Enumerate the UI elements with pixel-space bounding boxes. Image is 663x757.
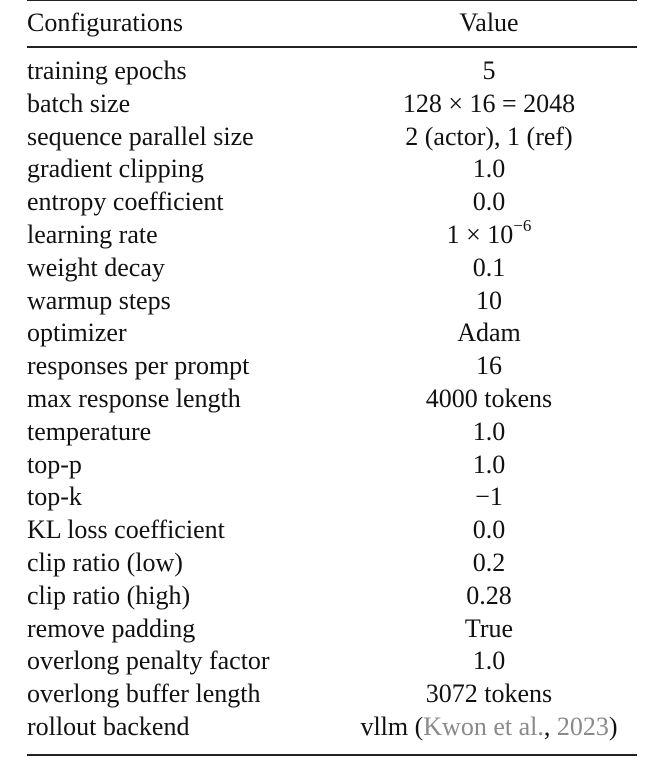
row-key: overlong penalty factor bbox=[27, 646, 270, 676]
table-row bbox=[27, 580, 637, 613]
header-value: Value bbox=[459, 8, 519, 37]
rollout-value-prefix: vllm ( bbox=[360, 711, 424, 741]
row-value: 4000 tokens bbox=[425, 383, 553, 413]
row-key: entropy coefficient bbox=[27, 187, 224, 217]
row-value: 1.0 bbox=[472, 646, 506, 676]
header-configurations: Configurations bbox=[27, 8, 183, 37]
row-value bbox=[333, 216, 645, 252]
table-row bbox=[27, 121, 637, 154]
bottom-rule bbox=[27, 754, 637, 756]
table-row bbox=[27, 645, 637, 678]
row-key: warmup steps bbox=[27, 285, 171, 315]
table-body bbox=[27, 55, 637, 744]
table-row bbox=[27, 350, 637, 383]
row-value: 0.28 bbox=[466, 580, 512, 610]
table-row bbox=[27, 711, 637, 744]
citation-year: 2023 bbox=[556, 711, 609, 741]
table-row bbox=[27, 678, 637, 711]
table-row bbox=[27, 88, 637, 121]
table-row bbox=[27, 252, 637, 285]
table-row bbox=[27, 383, 637, 416]
table-row bbox=[27, 186, 637, 219]
citation-year-link[interactable] bbox=[557, 712, 609, 741]
row-value: 5 bbox=[482, 56, 496, 85]
row-value: 1.0 bbox=[472, 416, 506, 446]
table-header bbox=[27, 6, 637, 40]
row-value bbox=[333, 711, 645, 744]
table-row bbox=[27, 547, 637, 580]
row-key: training epochs bbox=[27, 56, 187, 85]
row-key: batch size bbox=[27, 88, 131, 118]
table-row bbox=[27, 481, 637, 514]
header-rule bbox=[27, 46, 637, 48]
citation-separator: , bbox=[543, 711, 557, 741]
row-value: 2 (actor), 1 (ref) bbox=[405, 121, 573, 151]
row-key: top-p bbox=[27, 449, 82, 479]
table-row bbox=[27, 449, 637, 482]
row-value: 10 bbox=[476, 285, 502, 315]
citation-author: Kwon et al. bbox=[423, 711, 544, 741]
row-value: −1 bbox=[475, 482, 503, 512]
row-value: 0.0 bbox=[472, 187, 506, 217]
row-key: gradient clipping bbox=[27, 154, 204, 184]
table-row bbox=[27, 153, 637, 186]
table-row bbox=[27, 55, 637, 88]
row-value: True bbox=[464, 613, 514, 643]
row-key: max response length bbox=[27, 383, 241, 413]
lr-base: 1 × 10 bbox=[446, 219, 514, 249]
table-row bbox=[27, 285, 637, 318]
table-row bbox=[27, 613, 637, 646]
citation-link[interactable] bbox=[423, 712, 544, 741]
row-value: 0.0 bbox=[472, 515, 506, 545]
row-key: responses per prompt bbox=[27, 351, 250, 381]
row-value: 128 × 16 = 2048 bbox=[402, 88, 576, 118]
row-key: remove padding bbox=[27, 613, 196, 643]
row-value: 3072 tokens bbox=[425, 679, 553, 709]
row-key: clip ratio (low) bbox=[27, 547, 183, 577]
row-value: Adam bbox=[457, 318, 521, 348]
row-key: overlong buffer length bbox=[27, 679, 261, 709]
row-value: 1.0 bbox=[472, 154, 506, 184]
row-key: KL loss coefficient bbox=[27, 515, 225, 545]
row-key: learning rate bbox=[27, 219, 158, 249]
row-value: 1.0 bbox=[472, 449, 506, 479]
row-value: 0.2 bbox=[472, 547, 506, 577]
row-key: top-k bbox=[27, 482, 82, 512]
rollout-value-suffix: ) bbox=[608, 711, 618, 741]
table-row bbox=[27, 514, 637, 547]
row-value: 0.1 bbox=[472, 252, 506, 282]
table-row bbox=[27, 216, 637, 252]
lr-exponent: −6 bbox=[513, 216, 532, 236]
row-key: weight decay bbox=[27, 252, 165, 282]
table-row bbox=[27, 317, 637, 350]
row-value: 16 bbox=[476, 351, 502, 381]
row-key: optimizer bbox=[27, 318, 127, 348]
top-rule bbox=[27, 0, 637, 1]
row-key: temperature bbox=[27, 416, 152, 446]
row-key: clip ratio (high) bbox=[27, 580, 191, 610]
table-row bbox=[27, 416, 637, 449]
row-key: sequence parallel size bbox=[27, 121, 254, 151]
row-key: rollout backend bbox=[27, 711, 190, 741]
